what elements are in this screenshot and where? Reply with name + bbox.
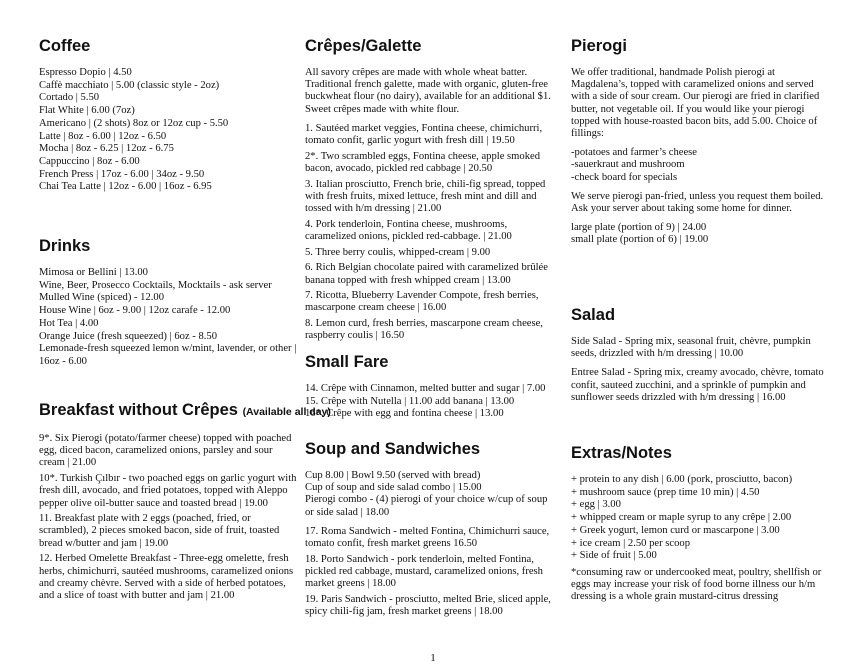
salad-list xyxy=(571,336,833,404)
breakfast-title: Breakfast without Crêpes xyxy=(39,401,238,419)
menu-item: 14. Crêpe with Cinnamon, melted butter and sugar | 7.00 xyxy=(305,383,546,394)
menu-item: Espresso Dopio | 4.50 xyxy=(39,67,132,78)
drinks-section xyxy=(39,236,301,369)
menu-item: House Wine | 6oz - 9.00 | 12oz carafe - 12.00 xyxy=(39,305,231,317)
menu-item: 1. Sautéed market veggies, Fontina cheese, chimichurri, tomato confit, garlic yogurt with fresh dill | 19.50 xyxy=(305,122,543,147)
extra-item: + ice cream | 2.50 per scoop xyxy=(571,537,690,549)
extras-section xyxy=(571,443,833,604)
coffee-section xyxy=(39,36,301,194)
menu-item: Cappuccino | 8oz - 6.00 xyxy=(39,155,140,167)
menu-item: 2*. Two scrambled eggs, Fontina cheese, apple smoked bacon, avocado, pickled red cabbage | 20.50 xyxy=(305,150,541,174)
menu-item: Hot Tea | 4.00 xyxy=(39,317,99,329)
breakfast-section xyxy=(39,400,331,606)
filling-option: -check board for specials xyxy=(571,171,678,183)
extras-heading: Extras/Notes xyxy=(571,444,672,462)
availability-note: (Available all day) xyxy=(242,406,331,418)
crepes-intro: All savory crêpes are made with whole wheat batter. Traditional french galette, made with organic, gluten-free buckwheat flour (no dairy), available for an additional $1. Sweet crêpes made with white flour. xyxy=(305,67,551,115)
menu-item: Chai Tea Latte | 12oz - 6.00 | 16oz - 6.95 xyxy=(39,181,212,193)
menu-item: French Press | 17oz - 6.00 | 34oz - 9.50 xyxy=(39,168,205,180)
pierogi-heading: Pierogi xyxy=(571,37,627,55)
menu-item: 6. Rich Belgian chocolate paired with caramelized brûlée banana topped with fresh whipped cream | 13.00 xyxy=(305,262,548,286)
extra-item: + Side of fruit | 5.00 xyxy=(571,550,657,562)
footnote: *consuming raw or undercooked meat, poultry, shellfish or eggs may increase your risk of food borne illness our h/m dressing is a whole grain mustard-citrus dressing xyxy=(571,566,822,603)
pierogi-content xyxy=(571,67,833,247)
crepes-section xyxy=(305,36,557,346)
menu-item: Pierogi combo - (4) pierogi of your choice w/cup of soup or side salad | 18.00 xyxy=(305,494,548,518)
small-fare-heading: Small Fare xyxy=(305,353,389,371)
extras-list xyxy=(571,474,833,563)
menu-item: Americano | (2 shots) 8oz or 12oz cup - 5.50 xyxy=(39,117,229,129)
breakfast-heading xyxy=(39,400,331,422)
extra-item: + protein to any dish | 6.00 (pork, prosciutto, bacon) xyxy=(571,474,793,485)
filling-option: -potatoes and farmer’s cheese xyxy=(571,147,697,159)
filling-option: -sauerkraut and mushroom xyxy=(571,159,685,171)
menu-item: 19. Paris Sandwich - prosciutto, melted Brie, sliced apple, spicy chili-fig jam, fresh market greens | 18.00 xyxy=(305,593,551,618)
soup-heading: Soup and Sandwiches xyxy=(305,440,481,458)
menu-item: 16*. Crêpe with egg and fontina cheese | 13.00 xyxy=(305,408,504,420)
menu-item: Entree Salad - Spring mix, creamy avocado, chèvre, tomato confit, sauteed zucchini, and a sprinkle of pumpkin and sunflower seeds drizzled with h/m dressing | 16.00 xyxy=(571,367,824,403)
menu-item: Cup of soup and side salad combo | 15.00 xyxy=(305,482,482,494)
extra-item: + mushroom sauce (prep time 10 min) | 4.50 xyxy=(571,486,760,498)
menu-item: Wine, Beer, Prosecco Cocktails, Mocktails - ask server xyxy=(39,279,272,291)
crepes-heading: Crêpes/Galette xyxy=(305,37,422,55)
soup-section xyxy=(305,439,557,622)
menu-item: 8. Lemon curd, fresh berries, mascarpone cream cheese, raspberry coulis | 16.50 xyxy=(305,318,543,342)
plate-size: small plate (portion of 6) | 19.00 xyxy=(571,234,709,246)
coffee-heading: Coffee xyxy=(39,37,91,55)
page-number: 1 xyxy=(430,652,436,664)
menu-item: 5. Three berry coulis, whipped-cream | 9.00 xyxy=(305,246,491,258)
drinks-list xyxy=(39,267,301,369)
menu-item: 4. Pork tenderloin, Fontina cheese, mushrooms, caramelized onions, pickled red-cabbage. | 21.00 xyxy=(305,218,512,242)
menu-item: 11. Breakfast plate with 2 eggs (poached, fried, or scrambled), 2 pieces smoked bacon, side of fruit, toasted bread w/butter and jam | 19.00 xyxy=(39,513,280,549)
menu-item: Mocha | 8oz - 6.25 | 12oz - 6.75 xyxy=(39,143,174,155)
salad-heading: Salad xyxy=(571,306,616,324)
menu-item: 3. Italian prosciutto, French brie, chili-fig spread, topped with fresh fruits, mixed lettuce, fresh mint and dill and tossed with h/m dressing | 21.00 xyxy=(305,178,546,215)
crepes-list xyxy=(305,67,557,343)
menu-item: 17. Roma Sandwich - melted Fontina, Chimichurri sauce, tomato confit, fresh market greens 16.50 xyxy=(305,525,550,550)
menu-item: 7. Ricotta, Blueberry Lavender Compote, fresh berries, mascarpone cream cheese | 16.00 xyxy=(305,290,539,314)
breakfast-list xyxy=(39,433,301,602)
menu-item: Mulled Wine (spiced) - 12.00 xyxy=(39,292,165,304)
pierogi-note: We serve pierogi pan-fried, unless you request them boiled. Ask your server about taking some home for dinner. xyxy=(571,190,824,215)
pierogi-intro: We offer traditional, handmade Polish pierogi at Magdalena’s, topped with caramelized onions and served with a side of sour cream. Our pierogi are fried in clarified butter, not vegetable oil. If you would like your pierogi topped with house-roasted bacon bits, add 5.00. Choice of fillings: xyxy=(571,67,820,140)
coffee-list xyxy=(39,67,301,194)
extra-item: + whipped cream or maple syrup to any crêpe | 2.00 xyxy=(571,512,792,524)
menu-item: Side Salad - Spring mix, seasonal fruit, chèvre, pumpkin seeds, drizzled with h/m dressing | 10.00 xyxy=(571,336,811,360)
menu-item: Cortado | 5.50 xyxy=(39,92,100,104)
menu-item: 18. Porto Sandwich - pork tenderloin, melted Fontina, pickled red cabbage, mustard, caramelized onions, fresh market greens | 18.00 xyxy=(305,553,543,590)
menu-item: Cup 8.00 | Bowl 9.50 (served with bread) xyxy=(305,470,481,481)
salad-section xyxy=(571,305,833,408)
extra-item: + Greek yogurt, lemon curd or mascarpone | 3.00 xyxy=(571,524,780,536)
pierogi-section xyxy=(571,36,833,247)
menu-item: Mimosa or Bellini | 13.00 xyxy=(39,267,148,278)
menu-item: Flat White | 6.00 (7oz) xyxy=(39,105,135,117)
menu-item: Latte | 8oz - 6.00 | 12oz - 6.50 xyxy=(39,130,167,142)
small-fare-section xyxy=(305,352,557,421)
menu-item: 10*. Turkish Çılbır - two poached eggs on garlic yogurt with fresh dill, avocado, and fried potatoes, topped with Aleppo pepper olive oil-butter sauce and toasted bread | 19.00 xyxy=(39,473,297,509)
menu-item: 12. Herbed Omelette Breakfast - Three-egg omelette, fresh herbs, chimichurri, sautéed mushrooms, caramelized onions and creamy chèvre. Served with a side of herbed potatoes, and a slice of toast with butter and jam | 21.00 xyxy=(39,553,294,601)
plate-size: large plate (portion of 9) | 24.00 xyxy=(571,222,707,234)
drinks-heading: Drinks xyxy=(39,237,91,255)
menu-item: Orange Juice (fresh squeezed) | 6oz - 8.50 xyxy=(39,330,218,342)
soup-list xyxy=(305,470,557,618)
extra-item: + egg | 3.00 xyxy=(571,499,621,511)
small-fare-list xyxy=(305,383,557,421)
menu-item: 15. Crêpe with Nutella | 11.00 add banana | 13.00 xyxy=(305,395,515,407)
menu-item: Lemonade-fresh squeezed lemon w/mint, lavender, or other | 16oz - 6.00 xyxy=(39,343,297,367)
menu-item: Caffè macchiato | 5.00 (classic style - 2oz) xyxy=(39,79,220,91)
menu-item: 9*. Six Pierogi (potato/farmer cheese) topped with poached egg, diced bacon, caramelized onions, parsley and sour cream | 21.00 xyxy=(39,433,292,469)
